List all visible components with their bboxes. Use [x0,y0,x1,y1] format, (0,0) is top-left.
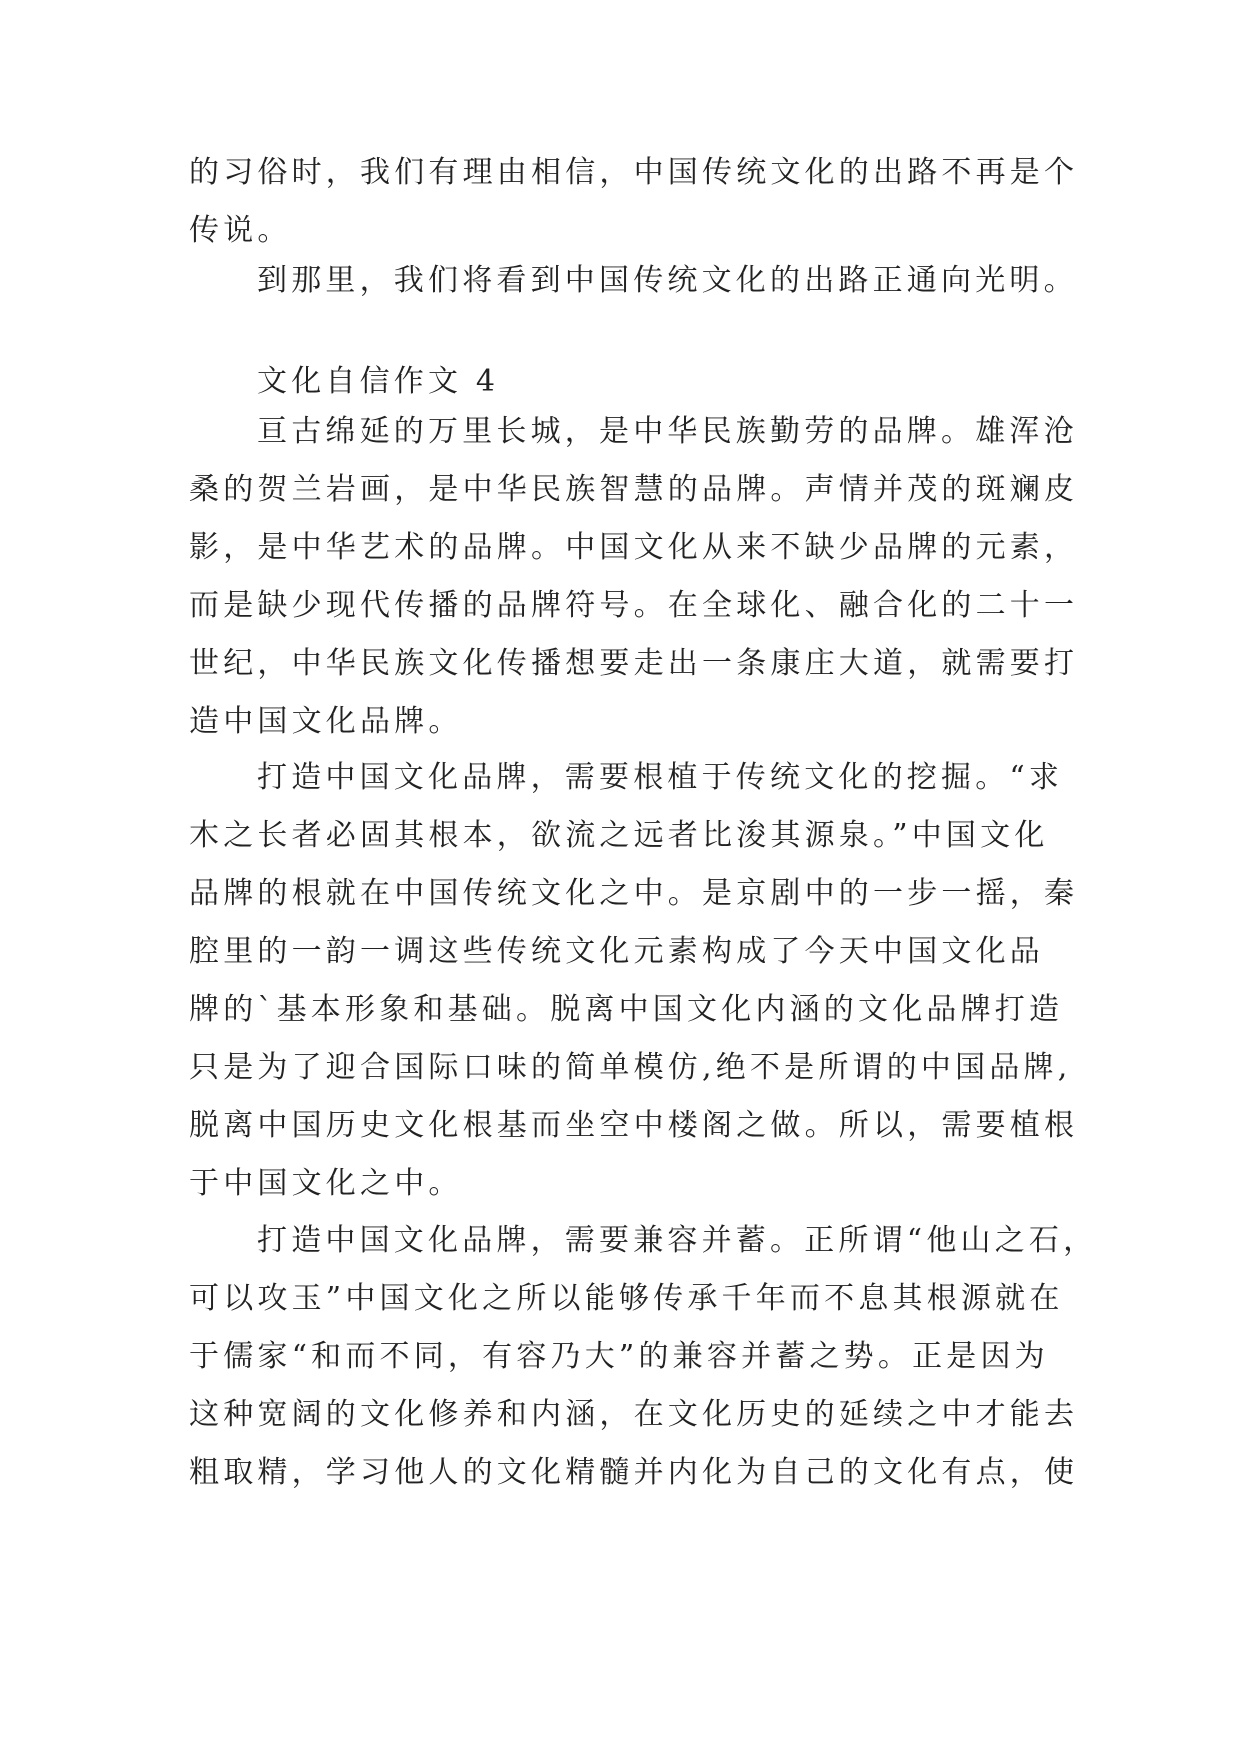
text-line: 到那里，我们将看到中国传统文化的出路正通向光明。 [257,263,1078,298]
text-line: 亘古绵延的万里长城，是中华民族勤劳的品牌。雄浑沧 [257,414,1078,449]
text-line: 世纪，中华民族文化传播想要走出一条康庄大道，就需要打 [189,646,1079,681]
paragraph-continuation [189,144,1079,260]
text-line: 打造中国文化品牌，需要根植于传统文化的挖掘。“求 [257,760,1064,795]
text-line: 打造中国文化品牌，需要兼容并蓄。正所谓“他山之石， [257,1223,1098,1258]
text-line: 于中国文化之中。 [189,1166,463,1201]
text-line: 于儒家“和而不同，有容乃大”的兼容并蓄之势。正是因为 [189,1339,1049,1374]
text-line: 可以攻玉”中国文化之所以能够传承千年而不息其根源就在 [189,1281,1064,1316]
paragraph-1 [189,403,1079,751]
text-line: 桑的贺兰岩画，是中华民族智慧的品牌。声情并茂的斑斓皮 [189,472,1079,507]
text-line: 传说。 [189,213,292,248]
paragraph-closing [189,252,1078,310]
paragraph-2 [189,749,1079,1213]
paragraph-3 [189,1212,1098,1502]
text-line: 脱离中国历史文化根基而坐空中楼阁之做。所以，需要植根 [189,1108,1079,1143]
text-line: 影，是中华艺术的品牌。中国文化从来不缺少品牌的元素， [189,530,1079,565]
text-line: 粗取精，学习他人的文化精髓并内化为自己的文化有点，使 [189,1455,1079,1490]
text-line: 腔里的一韵一调这些传统文化元素构成了今天中国文化品 [189,934,1044,969]
text-line: 而是缺少现代传播的品牌符号。在全球化、融合化的二十一 [189,588,1079,623]
text-line: 牌的`基本形象和基础。脱离中国文化内涵的文化品牌打造 [189,992,1064,1027]
text-line: 品牌的根就在中国传统文化之中。是京剧中的一步一摇，秦 [189,876,1079,911]
text-line: 只是为了迎合国际口味的简单模仿,绝不是所谓的中国品牌, [189,1050,1072,1085]
text-line: 的习俗时，我们有理由相信，中国传统文化的出路不再是个 [189,155,1079,190]
text-line: 这种宽阔的文化修养和内涵，在文化历史的延续之中才能去 [189,1397,1079,1432]
text-line: 造中国文化品牌。 [189,704,463,739]
section-title: 文化自信作文 4 [257,364,500,399]
text-line: 木之长者必固其根本，欲流之远者比浚其源泉。”中国文化 [189,818,1049,853]
